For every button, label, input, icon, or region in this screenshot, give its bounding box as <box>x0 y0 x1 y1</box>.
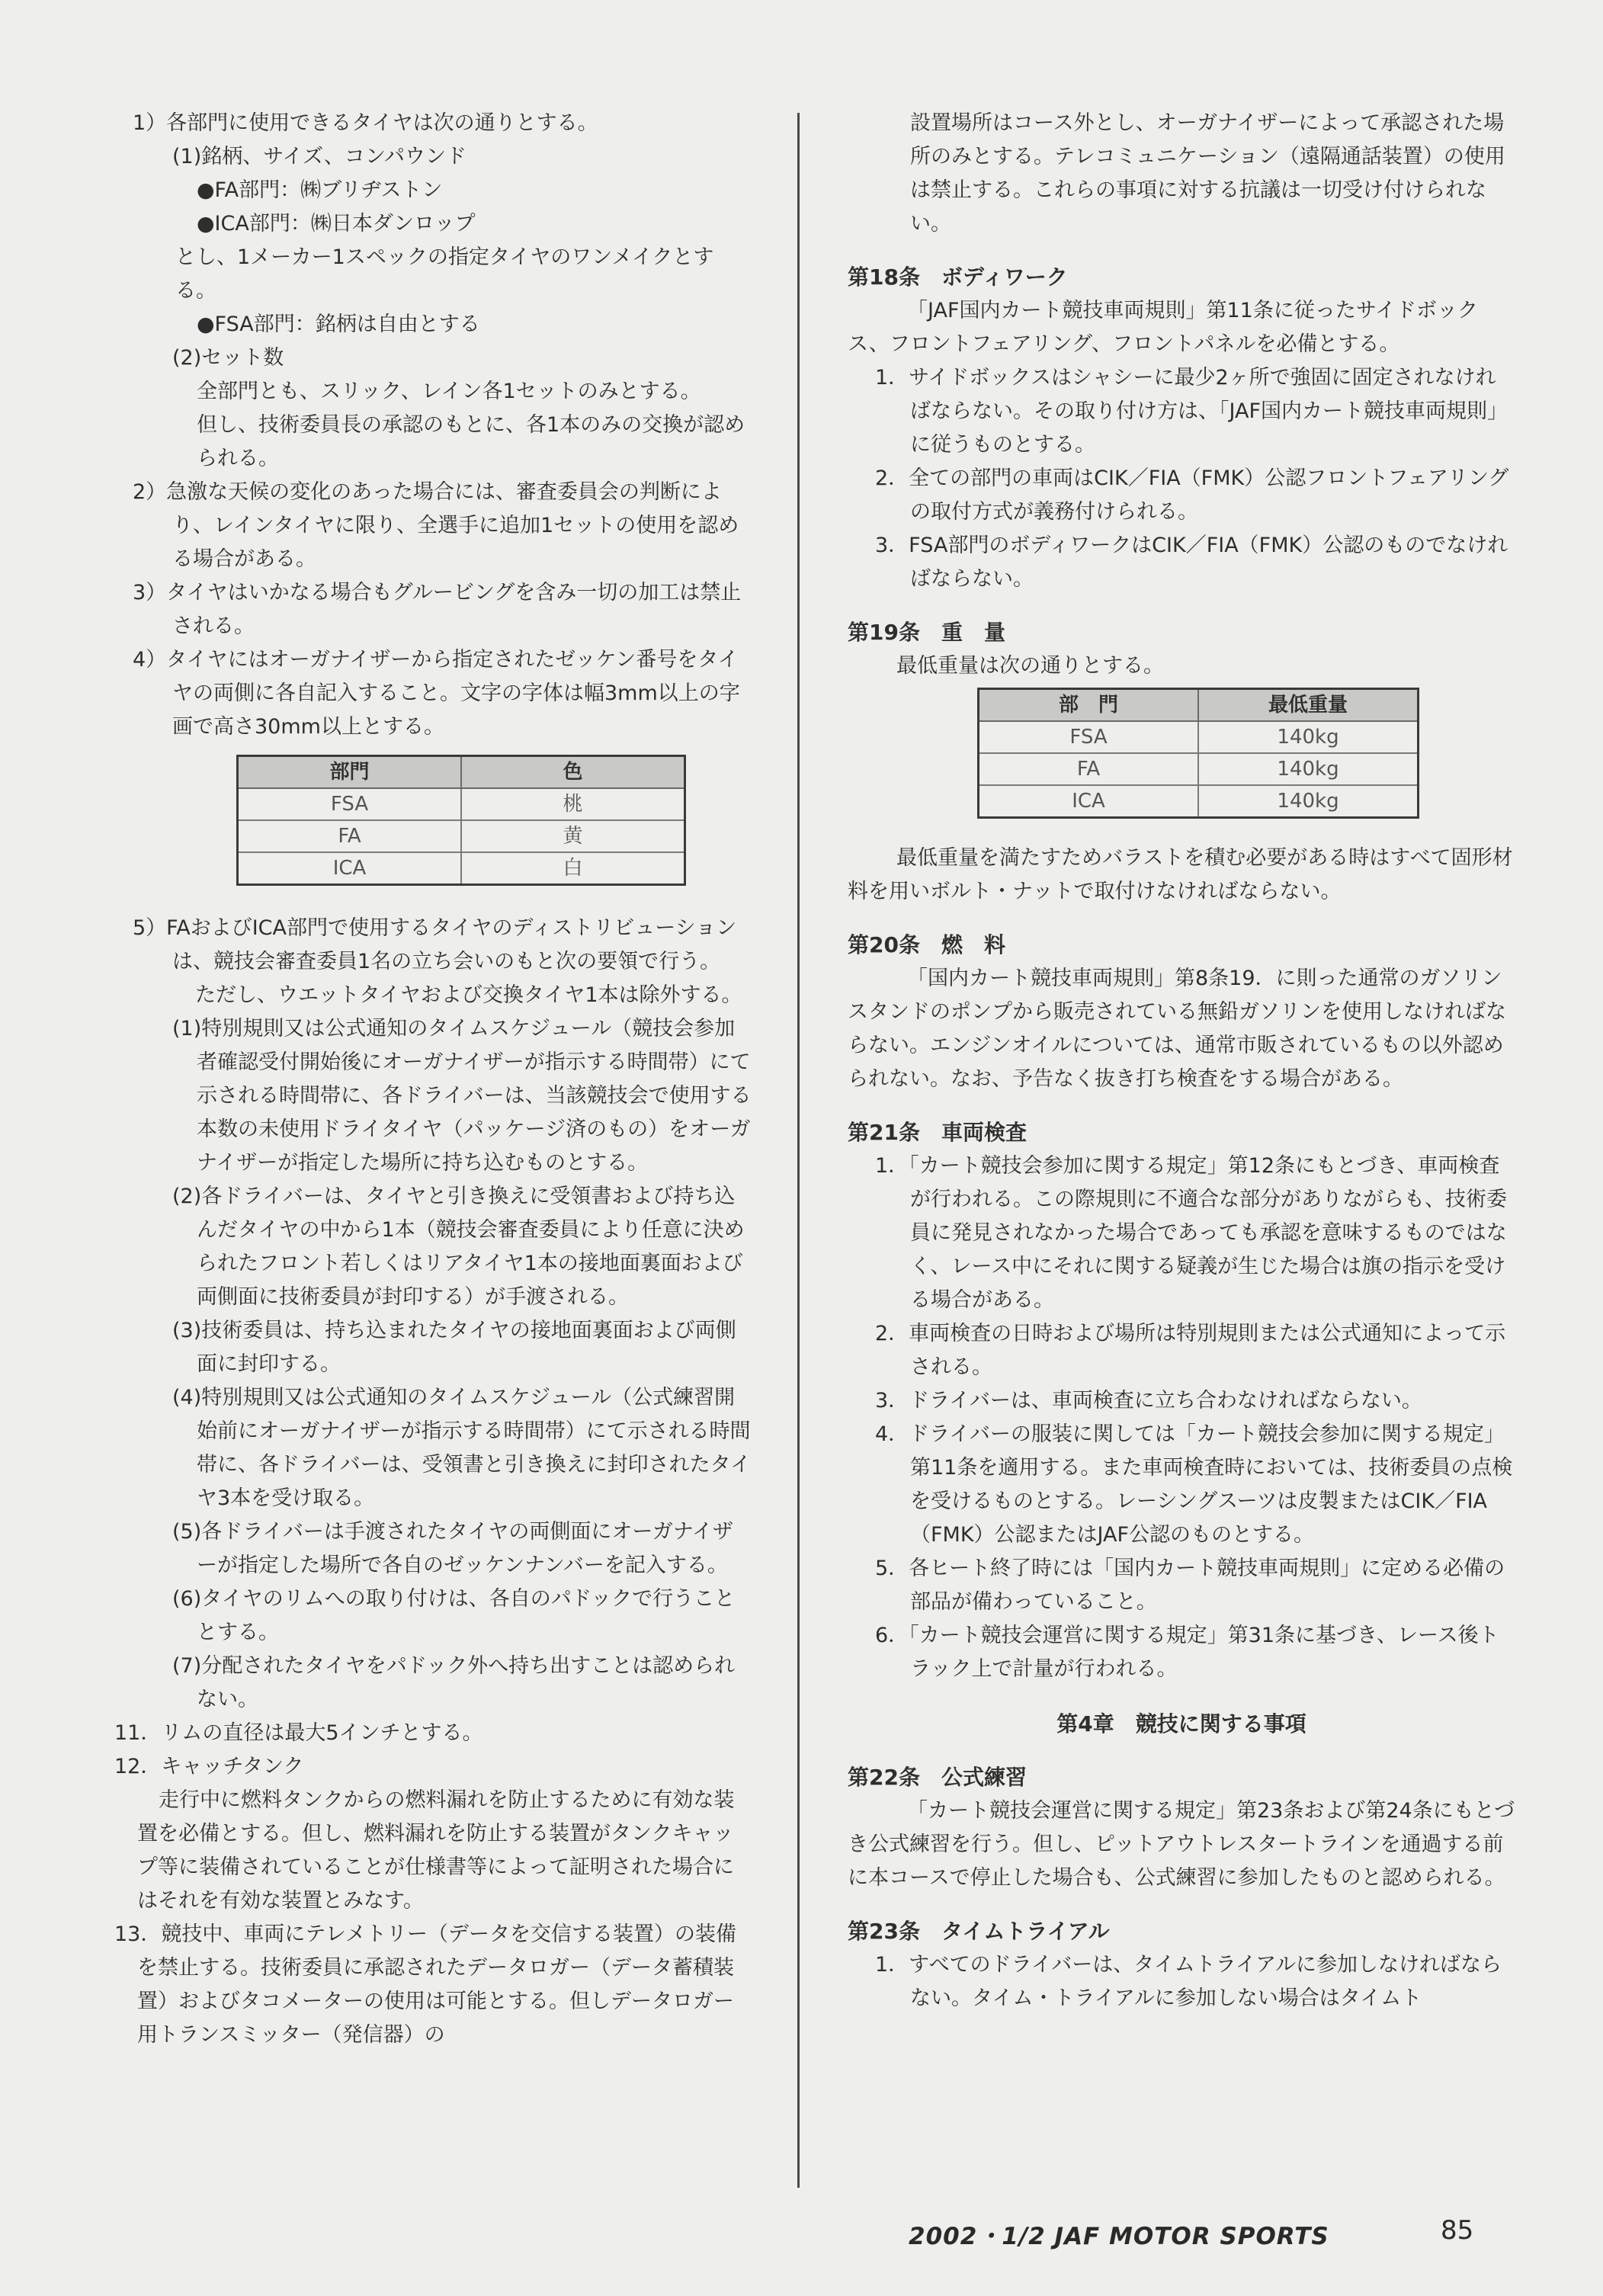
table-cell: ICA <box>979 785 1199 818</box>
distribution-4: (4)特別規則又は公式通知のタイムスケジュール（公式練習開始前にオーガナイザーが指示する時間帯）にて示される時間帯に、各ドライバーは、受領書と引き換えに封印されたタイヤ3本を受け取る。 <box>172 1386 752 1510</box>
article-21-item-2: 2．車両検査の日時および場所は特別規則または公式通知によって示される。 <box>875 1322 1506 1379</box>
table-row <box>238 820 685 852</box>
article-21-item-6: 6．「カート競技会運営に関する規定」第31条に基づき、レース後トラック上で計量が行われる。 <box>875 1624 1499 1681</box>
article-19-title: 第19条 重 量 <box>848 620 1005 645</box>
article-23-item-1: 1．すべてのドライバーは、タイムトライアルに参加しなければならない。タイム・トライアルに参加しない場合はタイムト <box>875 1953 1502 2010</box>
distribution-6: (6)タイヤのリムへの取り付けは、各自のパドックで行うこととする。 <box>172 1587 736 1644</box>
table-cell: 140kg <box>1198 721 1419 753</box>
article-18-item-3: 3．FSA部門のボディワークはCIK／FIA（FMK）公認のものでなければならない。 <box>875 534 1508 591</box>
tire-rule-1: 1）各部門に使用できるタイヤは次の通りとする。 <box>133 111 598 135</box>
tire-onemake: とし、1メーカー1スペックの指定タイヤのワンメイクとする。 <box>175 245 714 303</box>
tire-rule-4: 4）タイヤにはオーガナイザーから指定されたゼッケン番号をタイヤの両側に各自記入すること。文字の字体は幅3mm以上の字画で高さ30mm以上とする。 <box>133 648 740 739</box>
table-cell: 140kg <box>1198 785 1419 818</box>
article-21-item-5: 5．各ヒート終了時には「国内カート競技車両規則」に定める必備の部品が備わっていること。 <box>875 1557 1505 1614</box>
rule-13-telemetry: 13．競技中、車両にテレメトリー（データを交信する装置）の装備を禁止する。技術委員に承認されたデータロガー（データ蓄積装置）およびタコメーターの使用は可能とする。但しデータロガー用トランスミッター（発信器）の <box>114 1922 737 2047</box>
magazine-footer: 2002・1/2 JAF MOTOR SPORTS <box>909 2223 1329 2250</box>
article-20-text: 「国内カート競技車両規則」第8条19．に則った通常のガソリンスタンドのポンプから販売されている無鉛ガソリンを使用しなければならない。エンジンオイルについては、通常市販されているもの以外認められない。なお、予告なく抜き打ち検査をする場合がある。 <box>848 967 1506 1091</box>
tire-rule-3: 3）タイヤはいかなる場合もグルービングを含み一切の加工は禁止される。 <box>133 581 742 638</box>
table-header: 部 門 <box>979 689 1199 722</box>
left-column <box>114 107 753 2052</box>
distribution-2: (2)各ドライバーは、タイヤと引き換えに受領書および持ち込んだタイヤの中から1本（競技会審査委員により任意に決められたフロント若しくはリアタイヤ1本の接地面裏面および両側面に技術委員が封印する）が手渡される。 <box>172 1185 745 1309</box>
table-cell: FSA <box>979 721 1199 753</box>
tire-rule-5-note: ただし、ウエットタイヤおよび交換タイヤ1本は除外する。 <box>195 983 742 1007</box>
tire-rule-1-2: (2)セット数 <box>172 346 284 370</box>
article-18-item-2: 2．全ての部門の車両はCIK／FIA（FMK）公認フロントフェアリングの取付方式が義務付けられる。 <box>875 467 1509 524</box>
table-row <box>979 785 1419 818</box>
tire-exchange: 但し、技術委員長の承認のもとに、各1本のみの交換が認められる。 <box>197 413 745 470</box>
article-22-text: 「カート競技会運営に関する規定」第23条および第24条にもとづき公式練習を行う。但し、ピットアウトレスタートラインを通過する前に本コースで停止した場合も、公式練習に参加したものと認められる。 <box>848 1799 1515 1890</box>
page-number: 85 <box>1441 2215 1474 2246</box>
article-21-item-3: 3．ドライバーは、車両検査に立ち合わなければならない。 <box>875 1389 1422 1413</box>
tire-ica: ●ICA部門：㈱日本ダンロップ <box>197 212 476 236</box>
table-header: 最低重量 <box>1198 689 1419 722</box>
article-19-text: 最低重量は次の通りとする。 <box>896 654 1164 678</box>
table-header: 部門 <box>238 756 462 789</box>
article-18-title: 第18条 ボディワーク <box>848 265 1068 290</box>
tire-rule-2: 2）急激な天候の変化のあった場合には、審査委員会の判断により、レインタイヤに限り、全選手に追加1セットの使用を認める場合がある。 <box>133 480 739 571</box>
distribution-1: (1)特別規則又は公式通知のタイムスケジュール（競技会参加者確認受付開始後にオーガナイザーが指示する時間帯）にて示される時間帯に、各ドライバーは、当該競技会で使用する本数の未使用ドライタイヤ（パッケージ済のもの）をオーガナイザーが指定した場所に持ち込むものとする。 <box>172 1017 752 1175</box>
table-row <box>238 788 685 820</box>
rule-11-rim: 11．リムの直径は最大5インチとする。 <box>114 1721 483 1745</box>
table-row <box>979 721 1419 753</box>
table-row <box>979 753 1419 785</box>
table-cell: 黄 <box>461 820 685 852</box>
article-22-title: 第22条 公式練習 <box>848 1765 1027 1790</box>
article-21-title: 第21条 車両検査 <box>848 1120 1027 1145</box>
distribution-3: (3)技術委員は、持ち込まれたタイヤの接地面裏面および両側面に封印する。 <box>172 1319 736 1376</box>
article-21-item-4: 4．ドライバーの服装に関しては「カート競技会参加に関する規定」第11条を適用する。また車両検査時においては、技術委員の点検を受けるものとする。レーシングスーツは皮製またはCIK／FIA（FMK）公認またはJAF公認のものとする。 <box>875 1422 1513 1547</box>
rule-12-catch-tank: 12．キャッチタンク <box>114 1755 304 1778</box>
table-cell: 桃 <box>461 788 685 820</box>
telemetry-continued: 設置場所はコース外とし、オーガナイザーによって承認された場所のみとする。テレコミュニケーション（遠隔通話装置）の使用は禁止する。これらの事項に対する抗議は一切受け付けられない。 <box>910 111 1505 236</box>
table-cell: FA <box>979 753 1199 785</box>
article-21-item-1: 1．「カート競技会参加に関する規定」第12条にもとづき、車両検査が行われる。この際規則に不適合な部分がありながらも、技術委員に発見されなかった場合であっても承認を意味するものではなく、レース中にそれに関する疑義が生じた場合は旗の指示を受ける場合がある。 <box>875 1154 1507 1312</box>
article-18-text: 「JAF国内カート競技車両規則」第11条に従ったサイドボックス、フロントフェアリング、フロントパネルを必備とする。 <box>848 299 1478 356</box>
ballast-text: 最低重量を満たすためバラストを積む必要がある時はすべて固形材料を用いボルト・ナットで取付けなければならない。 <box>848 846 1513 903</box>
tire-fsa: ●FSA部門：銘柄は自由とする <box>197 313 480 336</box>
article-18-item-1: 1．サイドボックスはシャシーに最少2ヶ所で強固に固定されなければならない。その取り付け方は、「JAF国内カート競技車両規則」に従うものとする。 <box>875 366 1508 457</box>
table-cell: FA <box>238 820 462 852</box>
table-row <box>238 852 685 885</box>
table-header: 色 <box>461 756 685 789</box>
rule-12-text: 走行中に燃料タンクからの燃料漏れを防止するために有効な装置を必備とする。但し、燃料漏れを防止する装置がタンクキャップ等に装備されていることが仕様書等によって証明された場合にはそれを有効な装置とみなす。 <box>137 1788 735 1913</box>
chapter-4-title: 第4章 競技に関する事項 <box>1056 1711 1306 1736</box>
tire-rule-1-1: (1)銘柄、サイズ、コンパウンド <box>172 145 467 168</box>
tire-fa: ●FA部門：㈱ブリヂストン <box>197 178 443 202</box>
article-23-title: 第23条 タイムトライアル <box>848 1919 1110 1944</box>
right-column <box>848 107 1515 2015</box>
distribution-7: (7)分配されたタイヤをパドック外へ持ち出すことは認められない。 <box>172 1654 736 1711</box>
table-cell: FSA <box>238 788 462 820</box>
table-cell: 140kg <box>1198 753 1419 785</box>
distribution-5: (5)各ドライバーは手渡されたタイヤの両側面にオーガナイザーが指定した場所で各自のゼッケンナンバーを記入する。 <box>172 1520 733 1577</box>
article-20-title: 第20条 燃 料 <box>848 932 1005 957</box>
min-weight-table <box>977 688 1419 819</box>
table-cell: ICA <box>238 852 462 885</box>
column-divider <box>797 113 800 2188</box>
table-cell: 白 <box>461 852 685 885</box>
tire-rule-5: 5）FAおよびICA部門で使用するタイヤのディストリビューションは、競技会審査委員1名の立ち会いのもと次の要領で行う。 <box>133 916 737 973</box>
tire-sets: 全部門とも、スリック、レイン各1セットのみとする。 <box>197 380 701 403</box>
tire-color-table <box>236 755 686 886</box>
